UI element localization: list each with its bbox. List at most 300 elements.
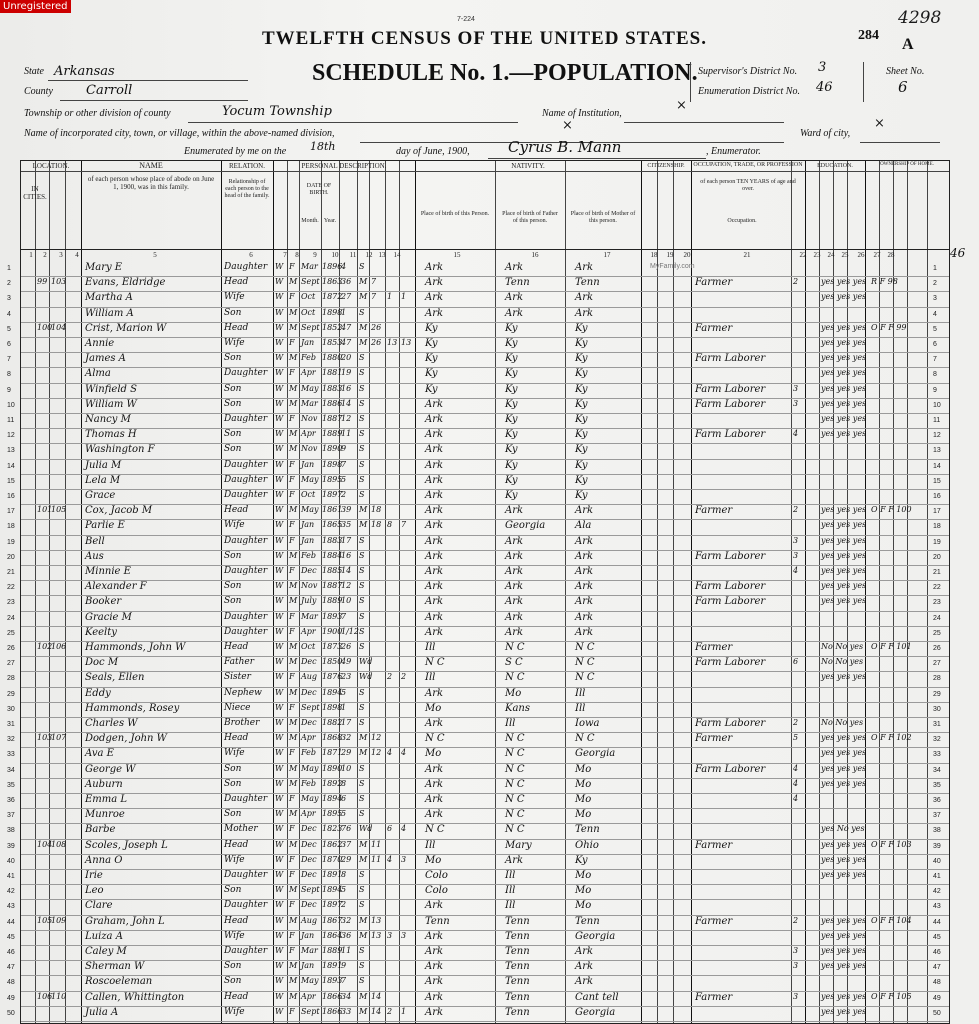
children-living: 4	[401, 748, 407, 758]
relation: Daughter	[224, 611, 268, 622]
row-number-left: 44	[7, 918, 15, 926]
birth-year: 1887	[322, 581, 343, 591]
birth-mother-header: Place of birth of Mother of this person.	[570, 211, 636, 224]
birth-month: Sept	[301, 702, 320, 712]
birth-month: Feb	[301, 748, 316, 758]
birth-year: 1850	[322, 657, 343, 667]
marital-status: M	[359, 991, 368, 1001]
age: 4	[341, 262, 347, 271]
row-number-right: 24	[933, 614, 941, 622]
row-number-left: 39	[7, 842, 15, 850]
nativity-header: NATIVITY.	[511, 162, 545, 170]
birth-year: 1895	[322, 809, 343, 819]
birth-year: 1883	[322, 535, 343, 545]
birthplace: N C	[425, 733, 445, 745]
birth-month: May	[301, 763, 319, 773]
marital-status: M	[359, 505, 368, 515]
row-number-left: 43	[7, 903, 15, 911]
row-number-right: 4	[933, 310, 937, 318]
relation: Head	[224, 915, 249, 926]
sex: M	[289, 839, 298, 849]
father-birthplace: Ark	[505, 505, 524, 517]
mother-birthplace: Tenn	[575, 824, 600, 836]
father-birthplace: Georgia	[505, 520, 546, 532]
birthplace: Ill	[425, 839, 436, 851]
color-race: W	[275, 687, 284, 697]
marital-status: S	[359, 885, 365, 895]
birthplace: Tenn	[425, 915, 450, 927]
row-number-left: 7	[7, 356, 11, 364]
age: 2	[341, 490, 347, 499]
row-number-left: 12	[7, 432, 15, 440]
mother-birthplace: Ark	[575, 976, 594, 988]
years-married: 12	[371, 748, 382, 758]
birthplace: Ark	[425, 778, 444, 790]
mother-birthplace: Iowa	[575, 718, 600, 729]
census-title: TWELFTH CENSUS OF THE UNITED STATES.	[262, 28, 707, 49]
mother-birthplace: Ky	[575, 459, 588, 471]
mother-birthplace: Ark	[575, 946, 594, 957]
sex: M	[289, 550, 298, 560]
marital-status: M	[359, 839, 368, 849]
birthplace: Ark	[425, 292, 444, 304]
sex: F	[289, 930, 295, 940]
occupation: Farmer	[695, 915, 733, 927]
color-race: W	[275, 459, 284, 469]
birth-year: 1889	[322, 429, 343, 439]
birth-year: 1884	[322, 550, 343, 560]
relation: Wife	[224, 520, 245, 531]
row-number-left: 14	[7, 462, 15, 470]
color-race: W	[275, 262, 284, 271]
color-race: W	[275, 398, 284, 408]
birthplace: Ark	[425, 520, 444, 532]
birth-year: 1863	[322, 277, 343, 287]
birthplace: Ark	[425, 763, 444, 775]
person-name: Eddy	[85, 687, 111, 699]
row-number-right: 10	[933, 401, 941, 409]
birth-year: 1896	[322, 262, 343, 271]
birth-month: Oct	[301, 642, 316, 651]
birth-month: Dec	[301, 824, 317, 834]
birth-month: Dec	[301, 687, 317, 697]
person-name: Munroe	[85, 809, 125, 821]
children-born: 2	[387, 672, 393, 682]
occupation-description: of each person TEN YEARS of age and over.	[700, 179, 796, 192]
age: 5	[341, 687, 347, 697]
education: yes yes yes	[821, 368, 867, 378]
age: 9	[341, 444, 347, 454]
sex: F	[289, 459, 295, 469]
children-born: 3	[387, 930, 393, 940]
enumeration-district: 46	[816, 80, 833, 95]
row-number-left: 26	[7, 645, 15, 652]
row-number-right: 41	[933, 873, 941, 880]
person-name: Crist, Marion W	[85, 322, 167, 334]
months-unemployed: 4	[793, 794, 799, 803]
relation: Head	[224, 277, 249, 288]
row-number-right: 5	[933, 325, 937, 333]
color-race: W	[275, 535, 284, 545]
row-number-left: 13	[7, 447, 15, 455]
color-race: W	[275, 307, 284, 317]
person-name: Annie	[85, 338, 115, 349]
person-name: Evans, Eldridge	[85, 277, 166, 289]
marital-status: S	[359, 398, 365, 408]
date-of-birth-header: DATE OF BIRTH.	[306, 183, 332, 196]
row-number-right: 28	[933, 675, 941, 683]
years-married: 7	[371, 277, 377, 287]
township-label: Township or other division of county	[24, 108, 171, 119]
marital-status: S	[359, 809, 365, 819]
row-number-left: 31	[7, 721, 15, 728]
sex: M	[289, 322, 298, 332]
relation: Son	[224, 353, 242, 364]
row-number-left: 41	[7, 873, 15, 880]
age: 6	[341, 794, 347, 803]
education: yes yes yes	[821, 946, 867, 955]
father-birthplace: Ark	[505, 307, 524, 319]
marital-status: S	[359, 961, 365, 971]
marital-status: M	[359, 930, 368, 940]
row-number-left: 8	[7, 371, 11, 379]
site-mark: MyFamily.com	[650, 263, 695, 270]
education: yes yes yes	[821, 429, 867, 439]
birth-year: 1886	[322, 398, 343, 408]
sex: M	[289, 383, 298, 393]
place-label: Name of incorporated city, town, or village, within the above-named division,	[24, 128, 335, 139]
relation: Son	[224, 444, 242, 455]
color-race: W	[275, 444, 284, 454]
children-born: 6	[387, 824, 393, 834]
person-name: Luiza A	[85, 930, 123, 942]
sex: F	[289, 490, 295, 499]
column-number: 17	[603, 251, 611, 259]
sex: F	[289, 611, 295, 621]
mother-birthplace: Mo	[575, 809, 592, 821]
row-number-right: 37	[933, 812, 941, 820]
row-number-right: 42	[933, 888, 941, 896]
sex: M	[289, 444, 298, 454]
birth-month: May	[301, 383, 319, 393]
personal-description-header: PERSONAL DESCRIPTION.	[301, 162, 387, 170]
color-race: W	[275, 611, 284, 621]
birthplace: Ark	[425, 262, 444, 273]
mother-birthplace: Ill	[575, 687, 586, 699]
father-birthplace: Tenn	[505, 991, 530, 1003]
birthplace: Ark	[425, 1006, 444, 1018]
color-race: W	[275, 566, 284, 575]
sex: M	[289, 976, 298, 986]
row-number-left: 29	[7, 690, 15, 698]
row-number-left: 19	[7, 538, 15, 546]
father-birthplace: Tenn	[505, 946, 530, 957]
sex: F	[289, 702, 295, 712]
father-birthplace: S C	[505, 657, 523, 669]
dwelling-number: 106	[37, 991, 53, 1001]
marital-status: M	[359, 854, 368, 864]
column-number: 3	[59, 251, 63, 259]
relation: Son	[224, 976, 242, 987]
row-number-right: 47	[933, 964, 941, 972]
years-married: 14	[371, 991, 382, 1001]
age: 14	[341, 398, 352, 408]
marital-status: S	[359, 763, 365, 773]
row-number-right: 7	[933, 356, 937, 364]
children-born: 1	[387, 292, 393, 302]
person-name: Cox, Jacob M	[85, 505, 153, 517]
occupation: Farmer	[695, 642, 733, 653]
birth-year: 1891	[322, 870, 343, 879]
person-name: Martha A	[85, 292, 133, 304]
relation: Wife	[224, 1006, 245, 1017]
birth-month: Nov	[301, 444, 318, 454]
row-number-right: 12	[933, 432, 941, 440]
mother-birthplace: Mo	[575, 778, 592, 790]
color-race: W	[275, 946, 284, 955]
row-number-left: 46	[7, 949, 15, 956]
relation: Son	[224, 809, 242, 820]
relation: Daughter	[224, 414, 268, 424]
marital-status: S	[359, 474, 365, 484]
children-born: 4	[387, 854, 393, 864]
sex: M	[289, 718, 298, 727]
family-number: 104	[51, 322, 67, 332]
color-race: W	[275, 338, 284, 347]
person-name: Grace	[85, 490, 116, 501]
birthplace: Ark	[425, 991, 444, 1003]
birth-year: 1890	[322, 763, 343, 773]
mother-birthplace: Mo	[575, 885, 592, 897]
birth-year: 1894	[322, 794, 343, 803]
home-ownership: O F F 104	[871, 915, 912, 925]
mother-birthplace: N C	[575, 672, 595, 684]
years-married: 13	[371, 915, 382, 925]
age: 23	[341, 672, 352, 682]
birth-month: Dec	[301, 839, 317, 849]
education: No No yes	[821, 657, 864, 667]
relation: Head	[224, 322, 249, 333]
mother-birthplace: Ky	[575, 414, 588, 425]
father-birthplace: Ark	[505, 596, 524, 608]
father-birthplace: Ky	[505, 353, 518, 365]
row-number-right: 25	[933, 629, 941, 637]
education: yes yes yes	[821, 338, 867, 347]
color-race: W	[275, 718, 284, 727]
row-number-left: 1	[7, 265, 11, 272]
birth-month: Oct	[301, 490, 316, 499]
sex: F	[289, 520, 295, 530]
relation: Son	[224, 581, 242, 592]
relation: Daughter	[224, 946, 268, 956]
color-race: W	[275, 991, 284, 1001]
mother-birthplace: Ark	[575, 292, 594, 304]
years-married: 18	[371, 520, 382, 530]
row-number-left: 3	[7, 295, 11, 303]
row-number-left: 27	[7, 660, 15, 668]
birthplace: Ark	[425, 550, 444, 562]
marital-status: M	[359, 915, 368, 925]
sheet-label: Sheet No.	[886, 66, 925, 77]
sex: F	[289, 474, 295, 484]
dwelling-number: 105	[37, 915, 53, 925]
person-name: Ava E	[85, 748, 114, 760]
marital-status: S	[359, 566, 365, 575]
sex: F	[289, 626, 295, 636]
marital-status: S	[359, 626, 365, 636]
education: yes yes yes	[821, 505, 867, 515]
color-race: W	[275, 520, 284, 530]
age: 27	[341, 292, 352, 302]
months-unemployed: 4	[793, 429, 799, 439]
row-number-right: 31	[933, 721, 941, 728]
occupation: Farmer	[695, 505, 733, 517]
birth-month: Mar	[301, 262, 318, 271]
mother-birthplace: Ark	[575, 505, 594, 517]
birth-month: July	[301, 596, 317, 606]
birthplace: Ky	[425, 368, 438, 380]
person-name: George W	[85, 763, 136, 775]
birth-year: 1897	[322, 490, 343, 499]
color-race: W	[275, 626, 284, 636]
row-number-left: 4	[7, 310, 11, 318]
township-value: Yocum Township	[222, 104, 332, 119]
person-name: Clare	[85, 900, 113, 912]
mother-birthplace: Georgia	[575, 930, 616, 942]
relation: Daughter	[224, 490, 268, 500]
occupation: Farmer	[695, 322, 733, 334]
mother-birthplace: Ark	[575, 581, 594, 593]
person-name: Callen, Whittington	[85, 991, 185, 1003]
sheet-letter: A	[902, 36, 914, 53]
row-number-left: 40	[7, 857, 15, 865]
sex: M	[289, 885, 298, 895]
birthplace: Ark	[425, 277, 444, 289]
marital-status: S	[359, 581, 365, 591]
row-number-right: 35	[933, 781, 941, 789]
birthplace: Ark	[425, 900, 444, 912]
sex: F	[289, 900, 295, 910]
relation: Son	[224, 398, 242, 409]
months-unemployed: 3	[793, 550, 799, 560]
age: 2	[341, 900, 347, 910]
row-number-right: 1	[933, 265, 937, 272]
enumerated-day: 18th	[310, 140, 336, 153]
relation: Daughter	[224, 368, 268, 379]
occupation: Farmer	[695, 991, 733, 1003]
birthplace: Ark	[425, 626, 444, 638]
row-number-left: 6	[7, 341, 11, 348]
birth-month: May	[301, 474, 319, 484]
relation: Daughter	[224, 626, 268, 637]
row-number-left: 22	[7, 584, 15, 592]
family-number: 109	[51, 915, 67, 925]
birth-year: 1890	[322, 444, 343, 454]
marital-status: S	[359, 353, 365, 363]
stamp-number: 284	[858, 28, 879, 43]
marital-status: S	[359, 778, 365, 788]
education: yes yes yes	[821, 672, 867, 682]
marital-status: S	[359, 383, 365, 393]
marital-status: S	[359, 642, 365, 651]
birthplace: Ark	[425, 809, 444, 821]
color-race: W	[275, 322, 284, 332]
relation: Father	[224, 657, 255, 668]
marital-status: S	[359, 368, 365, 378]
dwelling-number: 104	[37, 839, 53, 849]
color-race: W	[275, 961, 284, 971]
relation: Son	[224, 885, 242, 896]
row-number-right: 3	[933, 295, 937, 303]
sex: M	[289, 642, 298, 651]
mother-birthplace: Ky	[575, 854, 588, 866]
enumeration-label: Enumeration District No.	[698, 86, 800, 97]
father-birthplace: Ky	[505, 474, 518, 486]
name-header: NAME	[139, 161, 163, 170]
age: 11	[341, 946, 352, 955]
birthplace: Colo	[425, 870, 448, 881]
sex: F	[289, 535, 295, 545]
age: 47	[341, 322, 352, 332]
row-number-right: 23	[933, 599, 941, 607]
marital-status: M	[359, 1006, 368, 1016]
state-label: State	[24, 66, 44, 77]
relation: Son	[224, 961, 242, 972]
mother-birthplace: N C	[575, 642, 595, 653]
person-name: William A	[85, 307, 134, 319]
person-name: Julia A	[85, 1006, 119, 1018]
row-number-left: 38	[7, 827, 15, 835]
person-name: William W	[85, 398, 137, 410]
relation: Wife	[224, 930, 245, 941]
row-number-left: 47	[7, 964, 15, 972]
age: 14	[341, 566, 352, 575]
father-birthplace: Ark	[505, 581, 524, 593]
birthplace: Ark	[425, 429, 444, 441]
father-birthplace: Ark	[505, 626, 524, 638]
age: 17	[341, 718, 352, 727]
color-race: W	[275, 368, 284, 378]
birth-month: Mar	[301, 611, 318, 621]
mother-birthplace: Ark	[575, 566, 594, 577]
years-married: 26	[371, 322, 382, 332]
color-race: W	[275, 414, 284, 423]
row-number-left: 34	[7, 766, 15, 774]
relation: Head	[224, 642, 249, 652]
years-married: 12	[371, 733, 382, 743]
father-birthplace: Ark	[505, 611, 524, 623]
color-race: W	[275, 642, 284, 651]
birthplace: Ark	[425, 596, 444, 608]
color-race: W	[275, 292, 284, 302]
birth-month: Mar	[301, 398, 318, 408]
age: 32	[341, 733, 352, 743]
row-number-left: 37	[7, 812, 15, 820]
birth-month: Apr	[301, 368, 316, 378]
row-number-right: 6	[933, 341, 937, 348]
row-number-left: 45	[7, 933, 15, 941]
relation: Son	[224, 763, 242, 774]
father-birthplace: Ky	[505, 368, 518, 380]
color-race: W	[275, 596, 284, 606]
age: 35	[341, 520, 352, 530]
family-number: 106	[51, 642, 67, 651]
birthplace: Ark	[425, 976, 444, 988]
birth-year: 1871	[322, 748, 343, 758]
person-name: Leo	[85, 885, 104, 897]
birth-year: 1898	[322, 459, 343, 469]
sex: M	[289, 596, 298, 606]
